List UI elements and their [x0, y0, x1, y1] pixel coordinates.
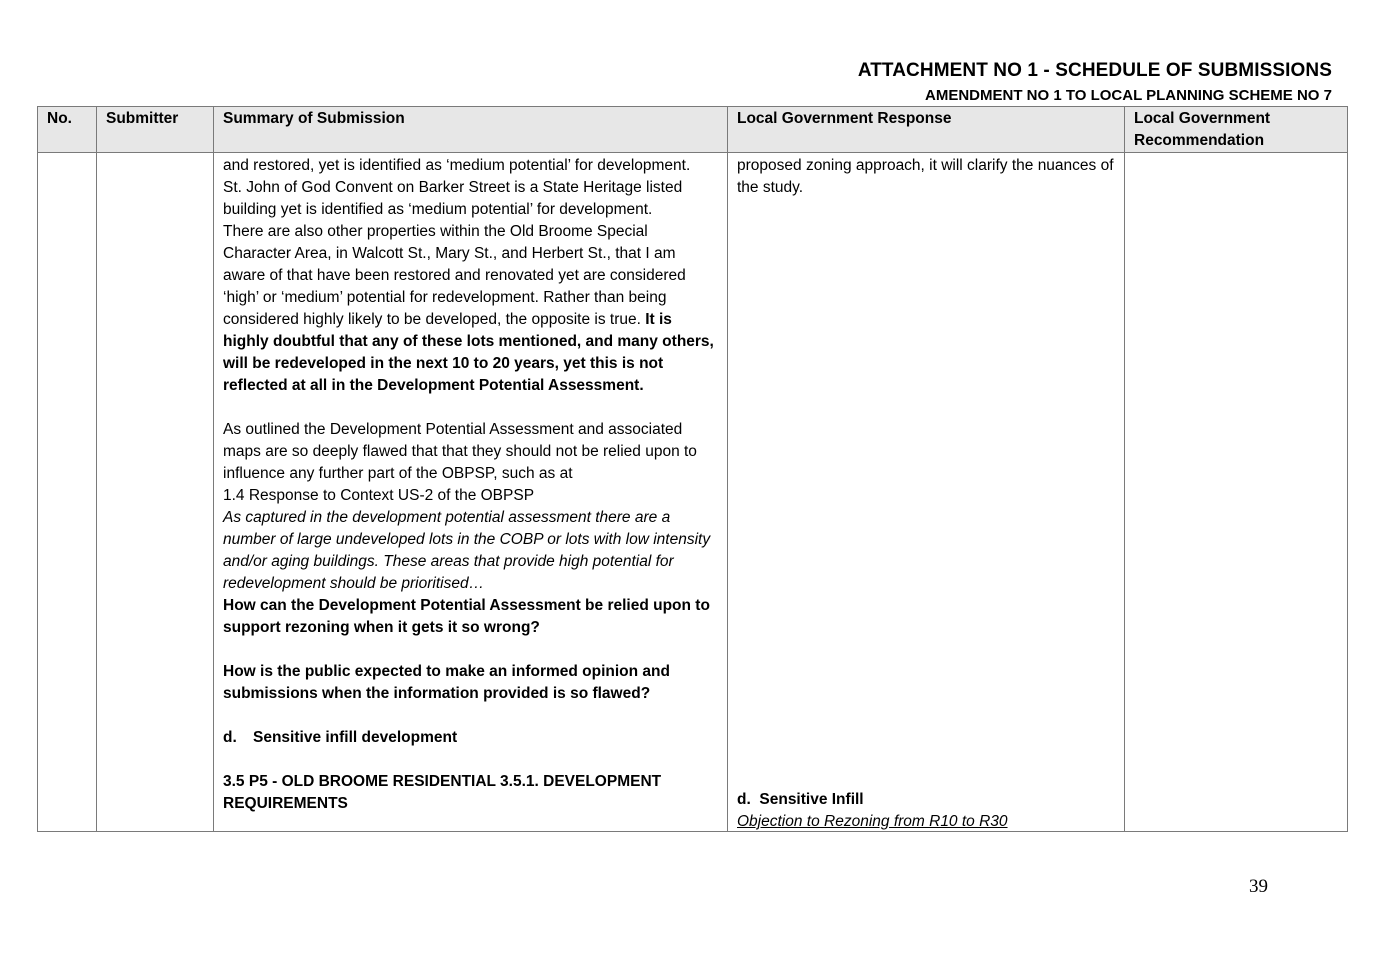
subheading-text: Sensitive infill development [253, 729, 458, 746]
cell-submitter [97, 153, 214, 832]
summary-para: St. John of God Convent on Barker Street is a State Heritage listed building yet is identified as ‘medium potential’ for development. [223, 179, 683, 218]
cell-response [728, 153, 1125, 832]
summary-text: There are also other properties within the Old Broome Special Character Area, in Walcott St., Mary St., and Herbert St., that I am aware of that have been restored and renovated yet are considered ‘high’ or ‘medium’ potential for redevelopment. Rather than being considered highly likely to be developed, the opposite is true. [223, 223, 686, 328]
amendment-subtitle: AMENDMENT NO 1 TO LOCAL PLANNING SCHEME NO 7 [925, 87, 1332, 104]
summary-para: and restored, yet is identified as ‘medium potential’ for development. [223, 157, 691, 174]
column-header-recommendation: Local Government Recommendation [1125, 107, 1348, 153]
cell-recommendation [1125, 153, 1348, 832]
response-bottom-block [737, 789, 1115, 833]
column-header-submitter: Submitter [97, 107, 214, 153]
column-header-no: No. [38, 107, 97, 153]
summary-question: How is the public expected to make an informed opinion and submissions when the information provided is so flawed? [223, 663, 670, 702]
summary-para: As outlined the Development Potential Assessment and associated maps are so deeply flawed that that they should not be relied upon to influence any further part of the OBPSP, such as at [223, 421, 697, 482]
summary-para: 1.4 Response to Context US-2 of the OBPSP [223, 487, 535, 504]
response-subheading: d. Sensitive Infill [737, 791, 864, 808]
response-subtitle: Objection to Rezoning from R10 to R30 [737, 813, 1008, 830]
summary-question: How can the Development Potential Assessment be relied upon to support rezoning when it gets it so wrong? [223, 597, 710, 636]
page-number: 39 [1249, 876, 1268, 897]
column-header-summary: Summary of Submission [214, 107, 728, 153]
summary-bold-text: It is highly doubtful that any of these lots mentioned, and many others, will be redeveloped in the next 10 to 20 years, yet this is not reflected at all in the Development Potential Assessment. [223, 311, 714, 394]
response-para: proposed zoning approach, it will clarify the nuances of the study. [737, 157, 1114, 196]
cell-summary [214, 153, 728, 832]
cell-no [38, 153, 97, 832]
submissions-table [37, 106, 1348, 832]
summary-para [223, 221, 718, 397]
table-row [38, 153, 1348, 832]
attachment-title: ATTACHMENT NO 1 - SCHEDULE OF SUBMISSIONS [857, 60, 1332, 81]
subheading-label: d. [223, 729, 237, 746]
summary-subheading [223, 727, 718, 749]
table-header-row [38, 107, 1348, 153]
column-header-response: Local Government Response [728, 107, 1125, 153]
summary-quote: As captured in the development potential assessment there are a number of large undeveloped lots in the COBP or lots with low intensity and/or aging buildings. These areas that provide high potential for redevelopment should be prioritised… [223, 509, 711, 592]
summary-section-heading: 3.5 P5 - OLD BROOME RESIDENTIAL 3.5.1. DEVELOPMENT REQUIREMENTS [223, 773, 662, 812]
